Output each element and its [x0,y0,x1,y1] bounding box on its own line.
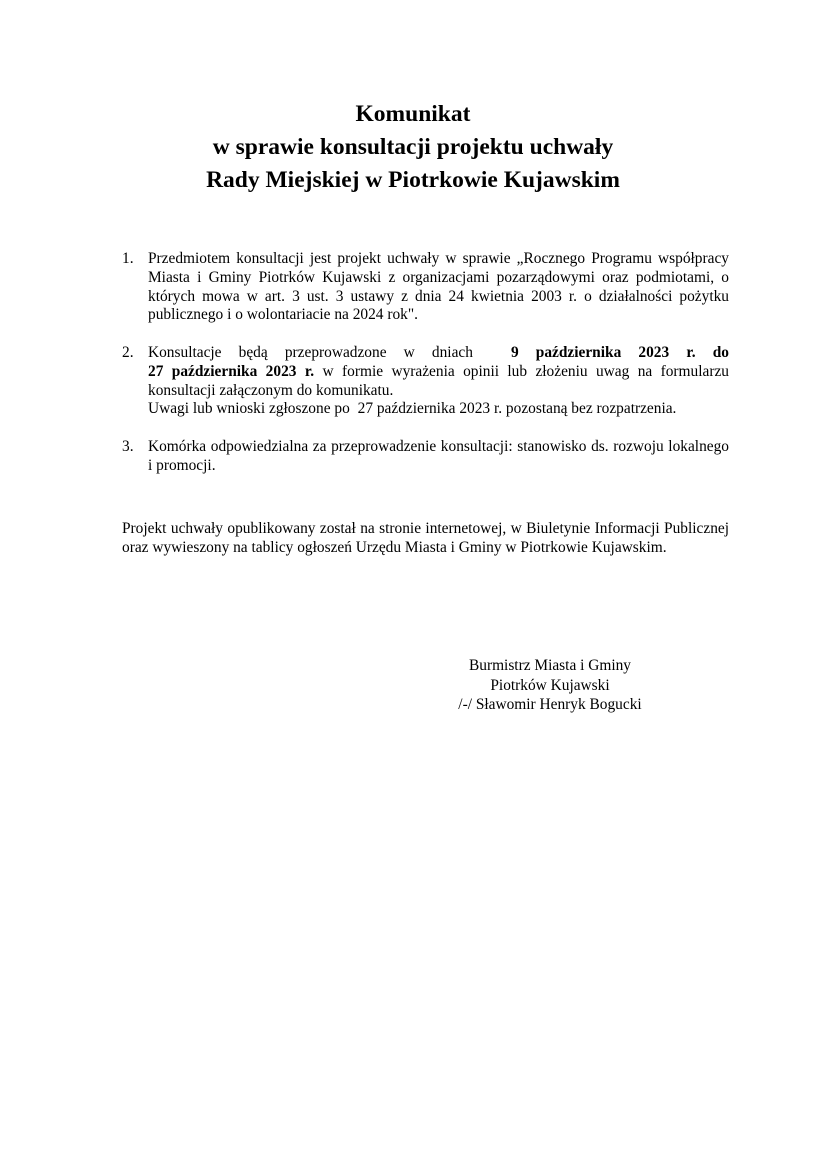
list-item-text: Komórka odpowiedzialna za przeprowadzenie konsultacji: stanowisko ds. rozwoju lokalnego i promocji. [148,437,729,474]
late-submissions-note [148,400,729,419]
late-note-end: 27 października 2023 r. pozostaną bez rozpatrzenia. [357,400,677,418]
list-item-text-line-1 [148,344,729,363]
list-item-text: Przedmiotem konsultacji jest projekt uchwały w sprawie „Rocznego Programu współpracy Miasta i Gminy Piotrków Kujawski z organizacjami pozarządowymi oraz podmiotami, o których mowa w art. 3 ust. 3 ustawy z dnia 24 kwietnia 2003 r. o działalności pożytku publicznego i o wolontariacie na 2024 rok". [148,250,729,324]
signature-name: /-/ Sławomir Henryk Bogucki [458,696,642,713]
title-line-1: Komunikat [355,101,471,127]
list-item-2 [122,344,729,419]
signature-location: Piotrków Kujawski [490,676,610,694]
list-item-3 [122,438,729,476]
list-item-number: 3. [122,437,134,455]
consultation-form-text: w formie wyrażenia opinii lub złożeniu uwag na formularzu konsultacji załączonym do komunikatu. [148,362,729,399]
document-title [0,98,826,197]
signature-title: Burmistrz Miasta i Gminy [468,657,631,674]
title-line-3: Rady Miejskiej w Piotrkowie Kujawskim [206,167,620,193]
consultation-end-date: 27 października 2023 r. [148,362,315,380]
list-item-number: 1. [122,250,134,267]
list-item-1 [122,250,729,325]
consultation-start-date: 9 października 2023 r. do [510,343,729,361]
list-item-number: 2. [122,343,134,361]
late-note-start: Uwagi lub wnioski zgłoszone po [148,400,350,418]
numbered-list [122,250,729,494]
list-item-text-rest [148,363,729,401]
title-line-2: w sprawie konsultacji projektu uchwały [212,134,614,160]
publication-note: Projekt uchwały opublikowany został na stronie internetowej, w Biuletynie Informacji Publicznej oraz wywieszony na tablicy ogłoszeń Urzędu Miasta i Gminy w Piotrkowie Kujawskim. [122,520,729,556]
signature-block [440,656,660,715]
consultation-intro: Konsultacje będą przeprowadzone w dniach [148,343,473,361]
